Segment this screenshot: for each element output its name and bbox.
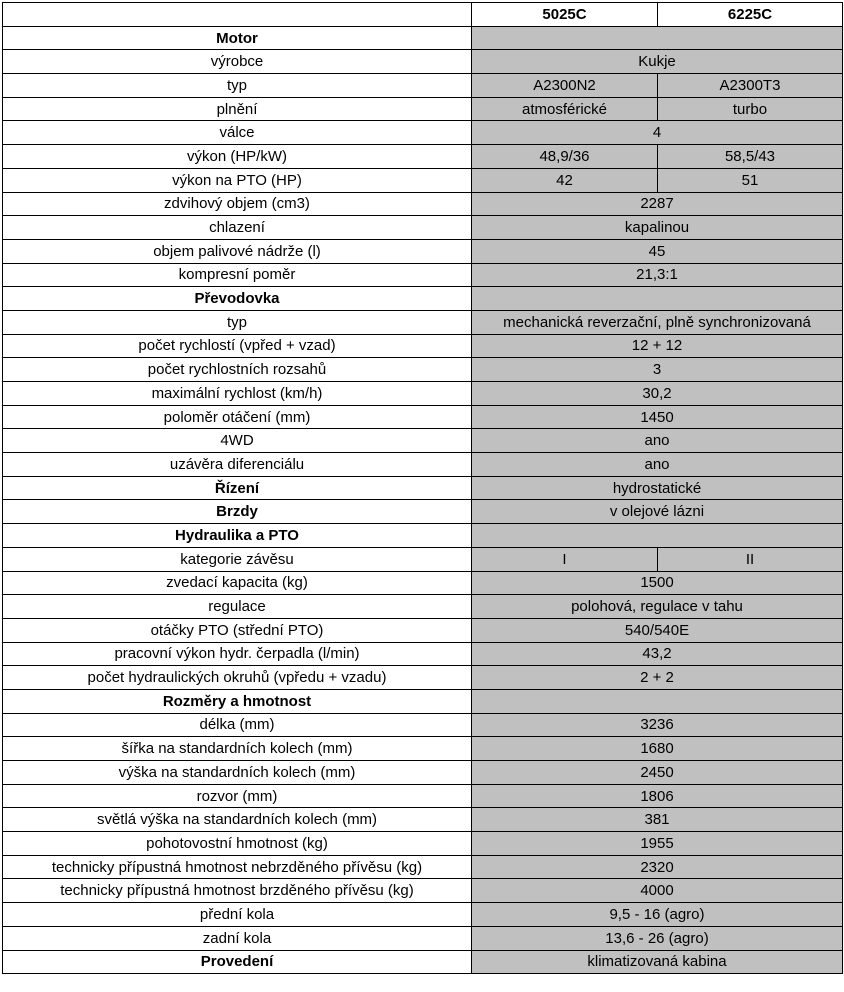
spec-row bbox=[3, 618, 843, 642]
spec-value-shared: 3 bbox=[472, 358, 843, 382]
spec-row bbox=[3, 405, 843, 429]
section-title: Brzdy bbox=[3, 500, 472, 524]
spec-value-shared: 21,3:1 bbox=[472, 263, 843, 287]
spec-value-5025c: A2300N2 bbox=[472, 74, 658, 98]
spec-value-shared: 45 bbox=[472, 239, 843, 263]
spec-label: výkon (HP/kW) bbox=[3, 145, 472, 169]
spec-label: technicky přípustná hmotnost brzděného přívěsu (kg) bbox=[3, 879, 472, 903]
spec-row bbox=[3, 855, 843, 879]
spec-value-shared: polohová, regulace v tahu bbox=[472, 595, 843, 619]
spec-value-shared: 2450 bbox=[472, 761, 843, 785]
spec-label: technicky přípustná hmotnost nebrzděného přívěsu (kg) bbox=[3, 855, 472, 879]
section-title: Provedení bbox=[3, 950, 472, 974]
spec-row bbox=[3, 547, 843, 571]
spec-label: zvedací kapacita (kg) bbox=[3, 571, 472, 595]
spec-row bbox=[3, 216, 843, 240]
spec-label: délka (mm) bbox=[3, 713, 472, 737]
spec-label: typ bbox=[3, 74, 472, 98]
spec-value-shared bbox=[472, 26, 843, 50]
spec-label: poloměr otáčení (mm) bbox=[3, 405, 472, 429]
spec-value-shared: 1806 bbox=[472, 784, 843, 808]
spec-row bbox=[3, 879, 843, 903]
spec-row bbox=[3, 239, 843, 263]
spec-label: 4WD bbox=[3, 429, 472, 453]
spec-row bbox=[3, 168, 843, 192]
spec-row bbox=[3, 571, 843, 595]
spec-row bbox=[3, 310, 843, 334]
spec-value-shared: 540/540E bbox=[472, 618, 843, 642]
spec-label: pohotovostní hmotnost (kg) bbox=[3, 832, 472, 856]
section-row bbox=[3, 689, 843, 713]
spec-row bbox=[3, 50, 843, 74]
spec-label: uzávěra diferenciálu bbox=[3, 453, 472, 477]
spec-row bbox=[3, 666, 843, 690]
spec-label: zdvihový objem (cm3) bbox=[3, 192, 472, 216]
section-row bbox=[3, 287, 843, 311]
spec-value-5025c: 42 bbox=[472, 168, 658, 192]
spec-label: kompresní poměr bbox=[3, 263, 472, 287]
spec-label: zadní kola bbox=[3, 926, 472, 950]
spec-row bbox=[3, 903, 843, 927]
spec-row bbox=[3, 713, 843, 737]
spec-value-shared: 2 + 2 bbox=[472, 666, 843, 690]
spec-row bbox=[3, 334, 843, 358]
spec-row bbox=[3, 382, 843, 406]
spec-row bbox=[3, 808, 843, 832]
spec-label: kategorie závěsu bbox=[3, 547, 472, 571]
spec-value-6225c: turbo bbox=[658, 97, 843, 121]
spec-label: počet rychlostních rozsahů bbox=[3, 358, 472, 382]
spec-row bbox=[3, 145, 843, 169]
spec-value-shared: ano bbox=[472, 429, 843, 453]
spec-row bbox=[3, 121, 843, 145]
spec-label: výrobce bbox=[3, 50, 472, 74]
section-title: Řízení bbox=[3, 476, 472, 500]
spec-value-shared: kapalinou bbox=[472, 216, 843, 240]
spec-row bbox=[3, 358, 843, 382]
spec-value-shared: klimatizovaná kabina bbox=[472, 950, 843, 974]
spec-value-shared: mechanická reverzační, plně synchronizovaná bbox=[472, 310, 843, 334]
spec-row bbox=[3, 832, 843, 856]
spec-label: výška na standardních kolech (mm) bbox=[3, 761, 472, 785]
spec-row bbox=[3, 595, 843, 619]
spec-row bbox=[3, 263, 843, 287]
spec-label: počet hydraulických okruhů (vpředu + vzadu) bbox=[3, 666, 472, 690]
section-row bbox=[3, 476, 843, 500]
spec-label: válce bbox=[3, 121, 472, 145]
spec-label: objem palivové nádrže (l) bbox=[3, 239, 472, 263]
section-row bbox=[3, 950, 843, 974]
spec-label: maximální rychlost (km/h) bbox=[3, 382, 472, 406]
spec-value-shared: 1500 bbox=[472, 571, 843, 595]
spec-row bbox=[3, 429, 843, 453]
spec-value-shared bbox=[472, 287, 843, 311]
spec-value-shared: 2287 bbox=[472, 192, 843, 216]
spec-label: světlá výška na standardních kolech (mm) bbox=[3, 808, 472, 832]
spec-label: šířka na standardních kolech (mm) bbox=[3, 737, 472, 761]
spec-row bbox=[3, 642, 843, 666]
spec-value-6225c: 51 bbox=[658, 168, 843, 192]
spec-label: rozvor (mm) bbox=[3, 784, 472, 808]
spec-value-shared: 12 + 12 bbox=[472, 334, 843, 358]
spec-label: chlazení bbox=[3, 216, 472, 240]
spec-row bbox=[3, 97, 843, 121]
spec-row bbox=[3, 453, 843, 477]
spec-value-shared: Kukje bbox=[472, 50, 843, 74]
spec-row bbox=[3, 74, 843, 98]
spec-row bbox=[3, 192, 843, 216]
spec-value-6225c: A2300T3 bbox=[658, 74, 843, 98]
spec-value-shared: 9,5 - 16 (agro) bbox=[472, 903, 843, 927]
spec-value-6225c: II bbox=[658, 547, 843, 571]
spec-label: typ bbox=[3, 310, 472, 334]
spec-value-5025c: 48,9/36 bbox=[472, 145, 658, 169]
spec-label: otáčky PTO (střední PTO) bbox=[3, 618, 472, 642]
spec-table bbox=[2, 2, 843, 974]
spec-value-6225c: 58,5/43 bbox=[658, 145, 843, 169]
spec-label: plnění bbox=[3, 97, 472, 121]
spec-value-shared: 43,2 bbox=[472, 642, 843, 666]
section-row bbox=[3, 524, 843, 548]
spec-row bbox=[3, 761, 843, 785]
spec-value-shared: 4000 bbox=[472, 879, 843, 903]
spec-value-5025c: I bbox=[472, 547, 658, 571]
spec-value-shared: v olejové lázni bbox=[472, 500, 843, 524]
spec-label: počet rychlostí (vpřed + vzad) bbox=[3, 334, 472, 358]
section-title: Převodovka bbox=[3, 287, 472, 311]
spec-value-shared: 30,2 bbox=[472, 382, 843, 406]
spec-value-shared: 1450 bbox=[472, 405, 843, 429]
section-row bbox=[3, 500, 843, 524]
spec-value-shared: 1680 bbox=[472, 737, 843, 761]
spec-value-shared bbox=[472, 524, 843, 548]
header-model-6225c: 6225C bbox=[658, 3, 843, 27]
spec-value-shared bbox=[472, 689, 843, 713]
spec-row bbox=[3, 737, 843, 761]
section-row bbox=[3, 26, 843, 50]
header-model-5025c: 5025C bbox=[472, 3, 658, 27]
spec-value-shared: 4 bbox=[472, 121, 843, 145]
section-title: Hydraulika a PTO bbox=[3, 524, 472, 548]
spec-label: výkon na PTO (HP) bbox=[3, 168, 472, 192]
spec-row bbox=[3, 926, 843, 950]
spec-value-shared: 2320 bbox=[472, 855, 843, 879]
header-row bbox=[3, 3, 843, 27]
header-label-cell bbox=[3, 3, 472, 27]
spec-value-shared: ano bbox=[472, 453, 843, 477]
spec-table-body bbox=[3, 3, 843, 974]
spec-value-shared: hydrostatické bbox=[472, 476, 843, 500]
spec-label: přední kola bbox=[3, 903, 472, 927]
spec-label: regulace bbox=[3, 595, 472, 619]
spec-value-shared: 381 bbox=[472, 808, 843, 832]
spec-value-shared: 1955 bbox=[472, 832, 843, 856]
spec-value-shared: 3236 bbox=[472, 713, 843, 737]
section-title: Rozměry a hmotnost bbox=[3, 689, 472, 713]
spec-value-5025c: atmosférické bbox=[472, 97, 658, 121]
spec-row bbox=[3, 784, 843, 808]
spec-value-shared: 13,6 - 26 (agro) bbox=[472, 926, 843, 950]
section-title: Motor bbox=[3, 26, 472, 50]
spec-label: pracovní výkon hydr. čerpadla (l/min) bbox=[3, 642, 472, 666]
